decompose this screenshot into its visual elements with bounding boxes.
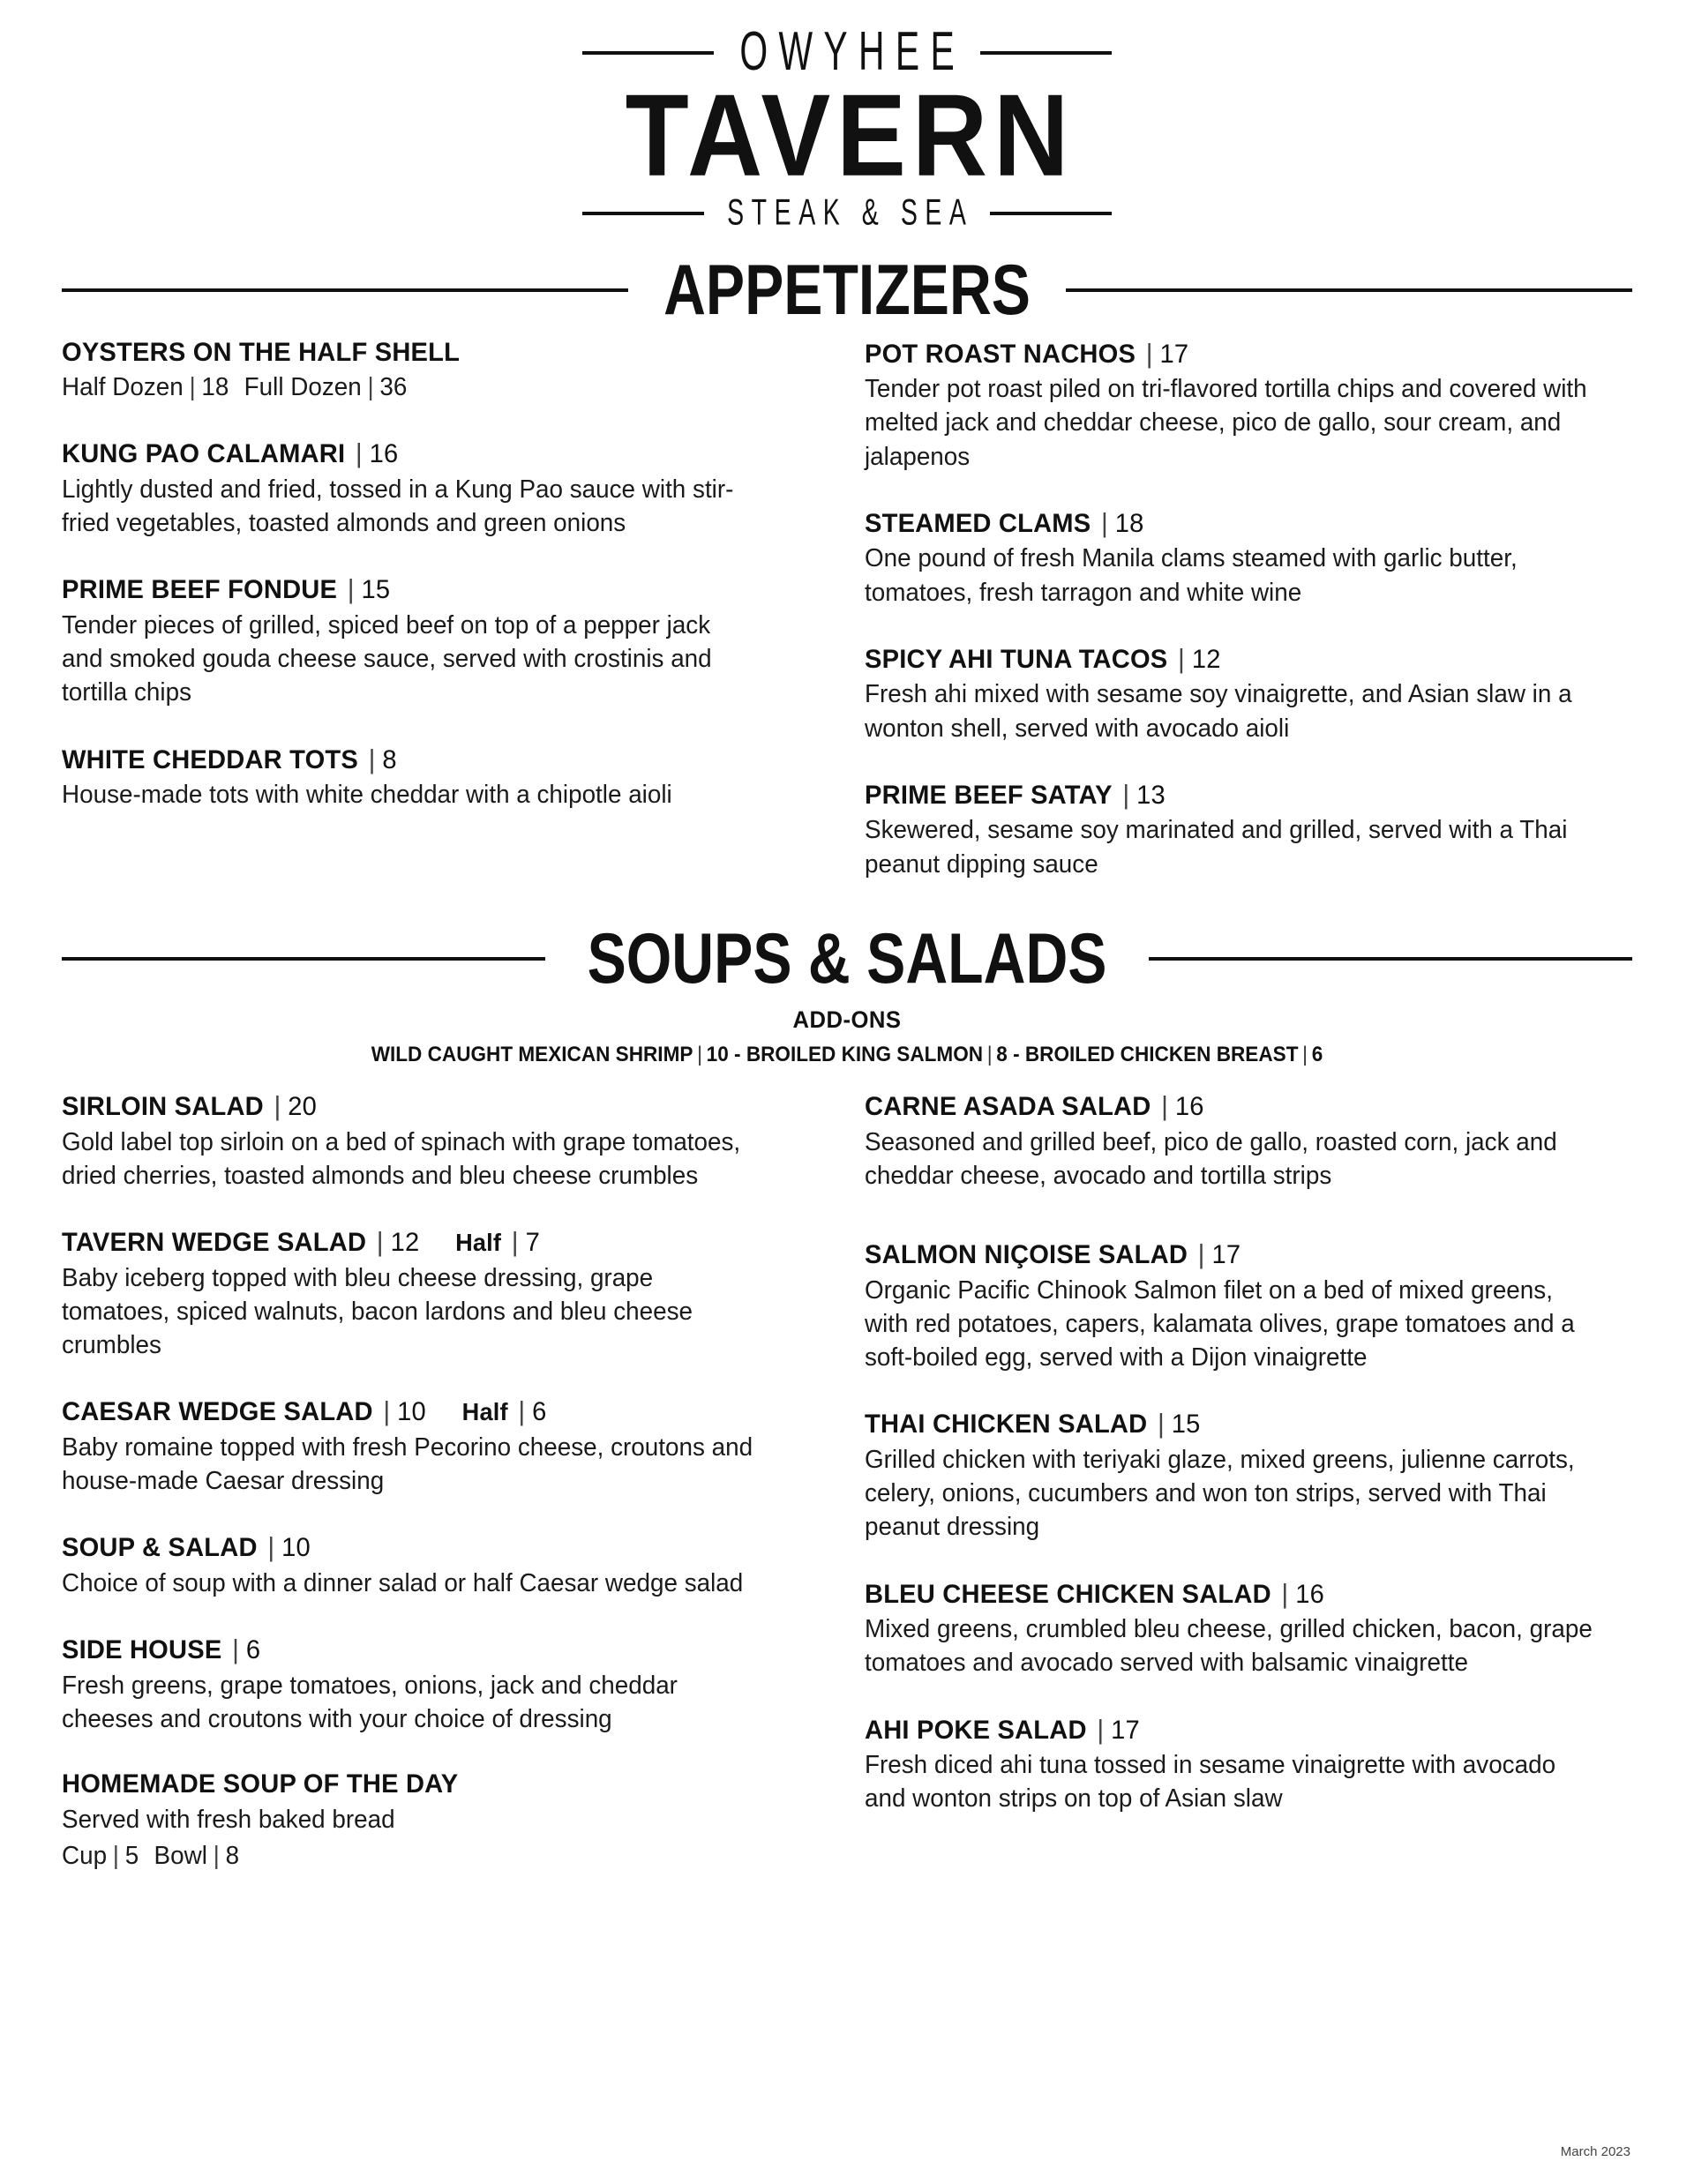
appetizers-right-column [865, 338, 1632, 881]
menu-item-name: SALMON NIÇOISE SALAD [865, 1240, 1188, 1270]
menu-item-name: STEAMED CLAMS [865, 508, 1091, 538]
menu-item-description: Tender pieces of grilled, spiced beef on top of a pepper jack and smoked gouda cheese sauce, served with crostinis and tortilla chips [62, 610, 712, 707]
addon-price: 10 [706, 1043, 729, 1067]
menu-item-name: TAVERN WEDGE SALAD [62, 1228, 367, 1258]
menu-item [865, 643, 1632, 745]
menu-item-heading [62, 573, 764, 606]
menu-item-description: Baby iceberg topped with bleu cheese dressing, grape tomatoes, spiced walnuts, bacon lardons and bleu cheese crumbles [62, 1263, 693, 1360]
menu-item [62, 1226, 785, 1362]
menu-item-description: House-made tots with white cheddar with a chipotle aioli [62, 781, 672, 810]
menu-item-heading [865, 1578, 1609, 1611]
menu-item-price: 15 [361, 575, 391, 605]
addon-price: 6 [1311, 1043, 1323, 1067]
menu-item-name: SIRLOIN SALAD [62, 1092, 264, 1122]
menu-item-half-label: Half [461, 1398, 508, 1426]
section-rule-left [62, 288, 628, 292]
section-header-soups-salads [62, 919, 1632, 999]
menu-item-description: Fresh diced ahi tuna tossed in sesame vinaigrette with avocado and wonton strips on top of Asian slaw [865, 1751, 1556, 1814]
price-separator: | [1197, 1238, 1205, 1270]
addon-label: BROILED CHICKEN BREAST [1024, 1043, 1299, 1067]
menu-item-name: PRIME BEEF FONDUE [62, 575, 338, 605]
menu-item-description: Baby romaine topped with fresh Pecorino cheese, croutons and house-made Caesar dressing [62, 1432, 753, 1496]
menu-item-description: Skewered, sesame soy marinated and grilled, served with a Thai peanut dipping sauce [865, 816, 1568, 879]
appetizers-columns [62, 338, 1632, 881]
portion-label-a: Half Dozen [62, 373, 184, 402]
price-separator: | [368, 743, 376, 774]
price-separator: | [367, 373, 374, 402]
section-rule-right [1149, 957, 1632, 961]
menu-item-price: 13 [1136, 780, 1166, 810]
menu-item-price: 12 [390, 1228, 420, 1258]
price-separator: | [376, 1226, 384, 1258]
price-separator: | [267, 1531, 275, 1563]
menu-revision-date: March 2023 [1560, 2144, 1630, 2159]
menu-item-heading [62, 1226, 764, 1259]
menu-item-half-price: 6 [532, 1397, 547, 1427]
menu-item-heading [62, 1531, 764, 1564]
menu-item [62, 1531, 785, 1600]
menu-item-description: Choice of soup with a dinner salad or half Caesar wedge salad [62, 1568, 744, 1597]
menu-item-heading [865, 1408, 1609, 1440]
menu-item-name: AHI POKE SALAD [865, 1715, 1088, 1745]
price-separator: | [1161, 1090, 1169, 1122]
menu-item-description: Organic Pacific Chinook Salmon filet on a bed of mixed greens, with red potatoes, capers, kalamata olives, grape tomatoes and a soft-boiled egg, served with a Dijon vinaigrette [865, 1275, 1576, 1372]
menu-item-heading [62, 1634, 764, 1666]
menu-item-heading [865, 643, 1609, 676]
menu-item-name: CARNE ASADA SALAD [865, 1092, 1151, 1122]
price-separator: | [1178, 642, 1186, 674]
menu-item-price: 17 [1211, 1240, 1241, 1270]
price-separator: | [355, 438, 363, 469]
price-separator: | [189, 373, 196, 402]
menu-item [865, 1090, 1632, 1193]
menu-item-heading [62, 1090, 764, 1123]
logo-rule-right [980, 51, 1112, 55]
menu-item-name: WHITE CHEDDAR TOTS [62, 744, 358, 774]
section-title-appetizers: APPETIZERS [663, 250, 1031, 330]
price-separator: | [511, 1226, 519, 1258]
logo-owyhee-text: OWYHEE [739, 20, 966, 83]
salads-columns [62, 1090, 1632, 1873]
price-separator: | [1145, 337, 1154, 369]
portion-label-b: Bowl [154, 1841, 207, 1870]
menu-item-heading [865, 1090, 1609, 1123]
menu-item-description: Grilled chicken with teriyaki glaze, mixed greens, julienne carrots, celery, onions, cucumbers and won ton strips, served with Thai peanut dressing [865, 1445, 1575, 1542]
menu-item-price: 18 [1115, 508, 1144, 538]
addons-block [62, 1006, 1632, 1067]
menu-item [865, 507, 1632, 610]
addon-trailing: - [728, 1043, 746, 1067]
price-separator: | [347, 573, 355, 605]
menu-item [62, 744, 785, 812]
menu-item-name: CAESAR WEDGE SALAD [62, 1397, 373, 1427]
addons-title: ADD-ONS [792, 1006, 902, 1034]
menu-item [865, 1578, 1632, 1680]
menu-item-heading [62, 1395, 764, 1428]
menu-item-heading [62, 338, 764, 369]
menu-item-price: 17 [1111, 1715, 1141, 1745]
menu-item [62, 1090, 785, 1193]
menu-item-name: SIDE HOUSE [62, 1635, 222, 1665]
menu-item-description: Served with fresh baked bread [62, 1805, 395, 1834]
menu-item-description: Fresh ahi mixed with sesame soy vinaigrette, and Asian slaw in a wonton shell, served with avocado aioli [865, 680, 1572, 743]
logo-tagline-text: STEAK & SEA [727, 191, 974, 234]
menu-item-price: 10 [397, 1397, 426, 1427]
logo-bottom-row [582, 191, 1112, 234]
menu-item-half-price: 7 [525, 1228, 540, 1258]
menu-item-heading [865, 779, 1609, 812]
portion-price-b: 36 [379, 373, 408, 402]
logo-top-row [582, 20, 1112, 83]
price-separator: | [1097, 1713, 1105, 1745]
salads-right-column [865, 1090, 1632, 1873]
menu-item-heading [865, 507, 1609, 540]
menu-item-price: 20 [288, 1092, 318, 1122]
menu-item-name: BLEU CHEESE CHICKEN SALAD [865, 1579, 1272, 1609]
menu-item [62, 338, 785, 405]
menu-item-name: SPICY AHI TUNA TACOS [865, 644, 1168, 674]
restaurant-logo [62, 0, 1632, 234]
menu-item [62, 573, 785, 709]
menu-item-description: Seasoned and grilled beef, pico de gallo, roasted corn, jack and cheddar cheese, avocado and tortilla strips [865, 1127, 1557, 1190]
menu-item [865, 338, 1632, 474]
tagline-rule-left [582, 212, 704, 215]
menu-item-price: 16 [1175, 1092, 1204, 1122]
addon-trailing: - [1007, 1043, 1025, 1067]
menu-item-name: POT ROAST NACHOS [865, 339, 1136, 369]
menu-item-name: SOUP & SALAD [62, 1533, 258, 1563]
price-separator: | [1101, 506, 1109, 538]
portion-price-a: 18 [201, 373, 229, 402]
menu-item-price: 6 [245, 1635, 261, 1665]
price-separator: | [274, 1090, 281, 1122]
price-separator: | [232, 1634, 240, 1665]
menu-item-heading [62, 744, 764, 776]
section-rule-left [62, 957, 545, 961]
appetizers-left-column [62, 338, 785, 881]
price-separator: | [112, 1841, 120, 1870]
menu-item-description: Mixed greens, crumbled bleu cheese, grilled chicken, bacon, grape tomatoes and avocado served with balsamic vinaigrette [865, 1615, 1593, 1678]
portion-price-b: 8 [225, 1841, 240, 1870]
menu-item-price: 15 [1172, 1410, 1201, 1440]
section-rule-right [1066, 288, 1632, 292]
price-separator: | [697, 1043, 702, 1067]
menu-item [865, 779, 1632, 881]
addons-list [109, 1043, 1585, 1067]
menu-item-heading [62, 1769, 764, 1800]
menu-item-price: 8 [382, 744, 397, 774]
menu-item-heading [62, 438, 764, 470]
menu-item-price: 16 [369, 439, 399, 469]
menu-item-description: Gold label top sirloin on a bed of spinach with grape tomatoes, dried cherries, toasted almonds and bleu cheese crumbles [62, 1127, 741, 1190]
menu-item [62, 1769, 785, 1873]
menu-item-name: HOMEMADE SOUP OF THE DAY [62, 1769, 459, 1799]
salads-left-column [62, 1090, 785, 1873]
menu-item-description: Fresh greens, grape tomatoes, onions, jack and cheddar cheeses and croutons with your choice of dressing [62, 1671, 678, 1733]
price-separator: | [1122, 778, 1130, 810]
menu-item-price: 17 [1159, 339, 1189, 369]
menu-item [62, 1634, 785, 1736]
menu-item [62, 1395, 785, 1498]
menu-item [865, 1238, 1632, 1374]
menu-item-description: Tender pot roast piled on tri-flavored tortilla chips and covered with melted jack and cheddar cheese, pico de gallo, sour cream, and jalapenos [865, 375, 1587, 471]
menu-item-price: 16 [1295, 1579, 1325, 1609]
price-separator: | [1302, 1043, 1308, 1067]
price-separator: | [213, 1841, 220, 1870]
menu-item-portions [62, 370, 756, 404]
menu-item-name: KUNG PAO CALAMARI [62, 439, 346, 469]
menu-item [865, 1408, 1632, 1544]
menu-item [62, 438, 785, 540]
menu-item-name: PRIME BEEF SATAY [865, 780, 1113, 810]
portion-label-a: Cup [62, 1841, 108, 1870]
tagline-rule-right [990, 212, 1112, 215]
addon-label: BROILED KING SALMON [746, 1043, 984, 1067]
section-header-appetizers [62, 250, 1632, 330]
addon-price: 8 [996, 1043, 1008, 1067]
menu-item-heading [865, 1714, 1609, 1746]
menu-item-description: One pound of fresh Manila clams steamed with garlic butter, tomatoes, fresh tarragon and white wine [865, 544, 1518, 607]
menu-item-description: Lightly dusted and fried, tossed in a Kung Pao sauce with stir- fried vegetables, toasted almonds and green onions [62, 475, 734, 538]
menu-item-name: OYSTERS ON THE HALF SHELL [62, 337, 461, 367]
section-title-soups-salads: SOUPS & SALADS [587, 919, 1107, 999]
price-separator: | [518, 1395, 526, 1427]
logo-rule-left [582, 51, 714, 55]
portion-label-b: Full Dozen [244, 373, 362, 402]
menu-item-name: THAI CHICKEN SALAD [865, 1410, 1148, 1440]
menu-item-price: 12 [1192, 644, 1221, 674]
price-separator: | [1158, 1408, 1166, 1440]
portion-price-a: 5 [124, 1841, 139, 1870]
menu-item-half-label: Half [455, 1229, 502, 1257]
price-separator: | [1281, 1577, 1289, 1609]
menu-item-price: 10 [281, 1533, 311, 1563]
menu-item-heading [865, 1238, 1609, 1271]
menu-item-heading [865, 338, 1609, 370]
addon-label: WILD CAUGHT MEXICAN SHRIMP [371, 1043, 693, 1067]
menu-item-portions [62, 1839, 756, 1873]
price-separator: | [383, 1395, 391, 1427]
price-separator: | [986, 1043, 993, 1067]
logo-tavern-text: TAVERN [625, 70, 1076, 201]
menu-item [865, 1714, 1632, 1816]
